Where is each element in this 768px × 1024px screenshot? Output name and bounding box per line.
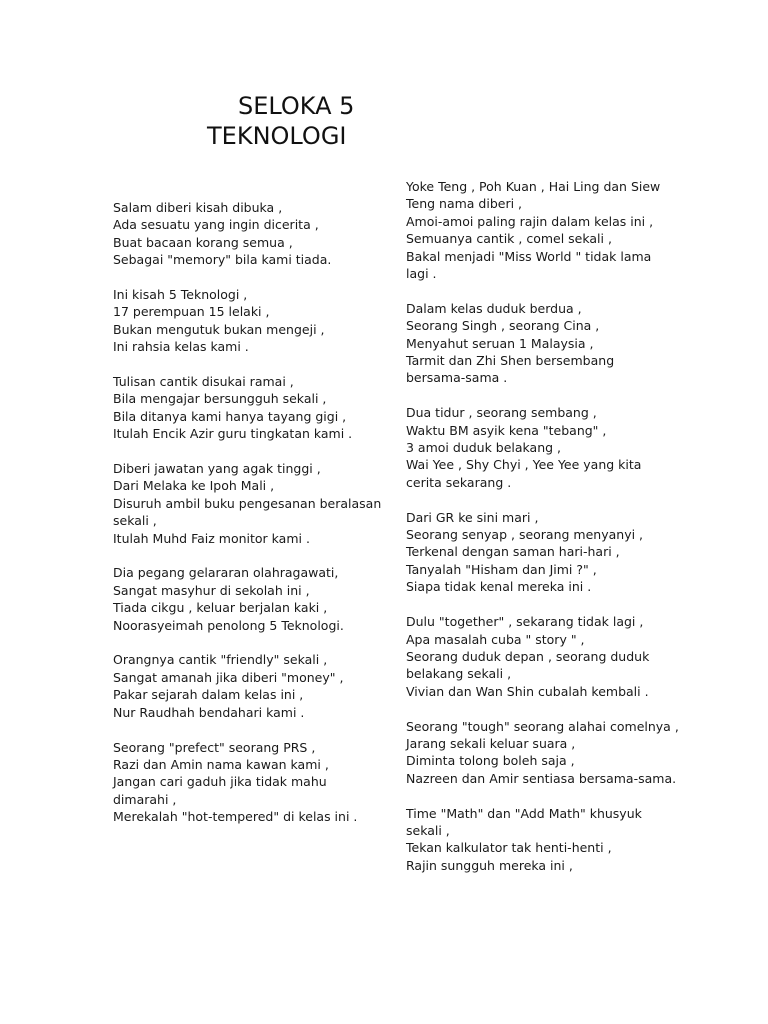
verse-line: Salam diberi kisah dibuka , [113, 200, 283, 215]
verse-line: Itulah Muhd Faiz monitor kami . [113, 530, 310, 546]
verse-line: Dalam kelas duduk berdua , [406, 300, 582, 316]
verse-line: Dari GR ke sini mari , [406, 509, 539, 525]
verse-line: Amoi-amoi paling rajin dalam kelas ini , [406, 213, 654, 229]
stanza [113, 199, 393, 269]
verse-line: Nur Raudhah bendahari kami . [113, 704, 305, 720]
verse-line: Ini kisah 5 Teknologi , [113, 287, 248, 303]
verse-line: sekali , [406, 822, 450, 838]
verse-line: Orangnya cantik "friendly" sekali , [113, 652, 328, 668]
verse-line: Pakar sejarah dalam kelas ini , [113, 687, 304, 703]
stanza [113, 460, 393, 547]
verse-line: dimarahi , [113, 791, 177, 807]
verse-line: Seorang "prefect" seorang PRS , [113, 739, 316, 755]
stanza [406, 300, 666, 387]
verse-line: Time "Math" dan "Add Math" khusyuk [406, 805, 642, 821]
stanza [406, 404, 666, 491]
verse-line: Razi dan Amin nama kawan kami , [113, 756, 329, 772]
stanza [113, 564, 393, 634]
verse-line: Seorang senyap , seorang menyanyi , [406, 527, 644, 543]
verse-line: Ada sesuatu yang ingin dicerita , [113, 217, 319, 233]
verse-line: Bila ditanya kami hanya tayang gigi , [113, 408, 347, 424]
stanza [113, 651, 393, 721]
stanza [406, 178, 666, 282]
verse-line: Menyahut seruan 1 Malaysia , [406, 335, 594, 351]
verse-line: Semuanya cantik , comel sekali , [406, 231, 612, 247]
verse-line: 17 perempuan 15 lelaki , [113, 304, 270, 320]
verse-line: Terkenal dengan saman hari-hari , [406, 544, 620, 560]
verse-line: Dari Melaka ke Ipoh Mali , [113, 478, 275, 494]
verse-line: Diminta tolong boleh saja , [406, 753, 575, 769]
verse-line: Tanyalah "Hisham dan Jimi ?" , [406, 561, 597, 577]
verse-line: Apa masalah cuba " story " , [406, 631, 585, 647]
verse-line: Jangan cari gaduh jika tidak mahu [113, 774, 327, 790]
verse-line: Rajin sungguh mereka ini , [406, 857, 573, 873]
left-poem-column [113, 199, 393, 843]
verse-line: Tekan kalkulator tak henti-henti , [406, 840, 612, 856]
verse-line: Dulu "together" , sekarang tidak lagi , [406, 614, 644, 630]
stanza [113, 286, 393, 356]
verse-line: Seorang Singh , seorang Cina , [406, 318, 600, 334]
verse-line: Sangat amanah jika diberi "money" , [113, 669, 344, 685]
verse-line: belakang sekali , [406, 666, 512, 682]
verse-line: Diberi jawatan yang agak tinggi , [113, 461, 321, 477]
right-poem-column [406, 178, 679, 892]
verse-line: Yoke Teng , Poh Kuan , Hai Ling dan Siew [406, 179, 661, 194]
verse-line: Itulah Encik Azir guru tingkatan kami . [113, 426, 353, 442]
verse-line: bersama-sama . [406, 370, 508, 386]
verse-line: 3 amoi duduk belakang , [406, 440, 562, 456]
verse-line: Bila mengajar bersungguh sekali , [113, 391, 327, 407]
document-title: SELOKA 5 [238, 92, 355, 120]
document-subtitle: TEKNOLOGI [207, 122, 347, 150]
stanza [406, 805, 666, 875]
verse-line: Teng nama diberi , [406, 196, 523, 212]
verse-line: cerita sekarang . [406, 474, 512, 490]
verse-line: Siapa tidak kenal mereka ini . [406, 579, 592, 595]
verse-line: sekali , [113, 513, 157, 529]
verse-line: Bukan mengutuk bukan mengeji , [113, 321, 325, 337]
verse-line: Buat bacaan korang semua , [113, 234, 293, 250]
verse-line: Waktu BM asyik kena "tebang" , [406, 422, 607, 438]
verse-line: Jarang sekali keluar suara , [406, 735, 576, 751]
verse-line: Seorang "tough" seorang alahai comelnya , [406, 718, 679, 734]
verse-line: lagi . [406, 266, 437, 282]
verse-line: Dia pegang gelararan olahragawati, [113, 565, 339, 581]
verse-line: Nazreen dan Amir sentiasa bersama-sama. [406, 770, 677, 786]
verse-line: Tarmit dan Zhi Shen bersembang [406, 353, 615, 369]
verse-line: Vivian dan Wan Shin cubalah kembali . [406, 683, 649, 699]
stanza [406, 509, 666, 596]
verse-line: Wai Yee , Shy Chyi , Yee Yee yang kita [406, 457, 642, 473]
verse-line: Sebagai "memory" bila kami tiada. [113, 252, 332, 268]
verse-line: Seorang duduk depan , seorang duduk [406, 648, 650, 664]
stanza [113, 739, 393, 826]
verse-line: Noorasyeimah penolong 5 Teknologi. [113, 617, 344, 633]
stanza [406, 613, 666, 700]
verse-line: Bakal menjadi "Miss World " tidak lama [406, 248, 652, 264]
stanza [113, 373, 393, 443]
verse-line: Tulisan cantik disukai ramai , [113, 374, 294, 390]
stanza [406, 718, 679, 788]
verse-line: Ini rahsia kelas kami . [113, 339, 249, 355]
verse-line: Tiada cikgu , keluar berjalan kaki , [113, 600, 328, 616]
verse-line: Dua tidur , seorang sembang , [406, 405, 597, 421]
verse-line: Disuruh ambil buku pengesanan beralasan [113, 495, 382, 511]
verse-line: Merekalah "hot-tempered" di kelas ini . [113, 809, 358, 825]
verse-line: Sangat masyhur di sekolah ini , [113, 582, 310, 598]
